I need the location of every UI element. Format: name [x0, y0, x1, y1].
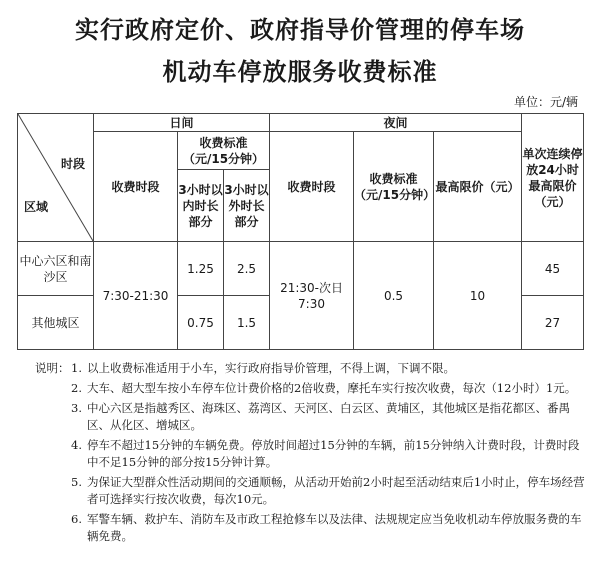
corner-cell	[18, 114, 94, 242]
note-text: 停车不超过15分钟的车辆免费。停放时间超过15分钟的车辆，前15分钟纳入计费时段，计费时段中不足15分钟的部分按15分钟计算。	[87, 438, 580, 469]
note-text: 以上收费标准适用于小车，实行政府指导价管理，不得上调，下调不限。	[87, 361, 455, 375]
day-time-header: 收费时段	[94, 132, 178, 242]
note-text: 军警车辆、救护车、消防车及市政工程抢修车以及法律、法规规定应当免收机动车停放服务费的车辆免费。	[87, 512, 582, 543]
notes-label: 说明：	[35, 361, 70, 375]
night-header: 夜间	[270, 114, 522, 132]
region-other: 其他城区	[18, 296, 94, 350]
note-item	[35, 360, 585, 377]
page-title-line2: 机动车停放服务收费标准	[162, 57, 438, 86]
night-time-header: 收费时段	[270, 132, 354, 242]
unit-label: 单位：元/辆	[513, 95, 578, 109]
note-item	[35, 474, 585, 508]
note-item	[35, 380, 585, 397]
note-number: 6.	[71, 512, 82, 526]
note-number: 1.	[71, 361, 82, 375]
night-standard-value: 0.5	[354, 242, 434, 350]
page-title-line1: 实行政府定价、政府指导价管理的停车场	[75, 15, 525, 44]
day-standard-header: 收费标准（元/15分钟）	[178, 132, 270, 170]
note-number: 2.	[71, 381, 82, 395]
note-item	[35, 437, 585, 471]
corner-region-label: 区域	[24, 200, 49, 214]
note-text: 为保证大型群众性活动期间的交通顺畅，从活动开始前2小时起至活动结束后1小时止，停车场经营者可选择实行按次收费，每次10元。	[87, 475, 585, 506]
note-number: 4.	[71, 438, 82, 452]
night-cap-value: 10	[434, 242, 522, 350]
day-beyond-3h-header: 3小时以外时长部分	[224, 170, 270, 242]
night-time-value: 21:30-次日7:30	[270, 242, 354, 350]
night-cap-header: 最高限价（元）	[434, 132, 522, 242]
night-standard-header: 收费标准（元/15分钟）	[354, 132, 434, 242]
note-number: 3.	[71, 401, 82, 415]
corner-diagonal	[18, 114, 93, 241]
central-max24-value: 45	[522, 242, 584, 296]
max24-header: 单次连续停放24小时最高限价（元）	[522, 114, 584, 242]
note-text: 中心六区是指越秀区、海珠区、荔湾区、天河区、白云区、黄埔区，其他城区是指花都区、番禺区、从化区、增城区。	[87, 401, 570, 432]
fee-table	[17, 113, 584, 350]
note-item	[35, 400, 585, 434]
other-max24-value: 27	[522, 296, 584, 350]
other-beyond-value: 1.5	[224, 296, 270, 350]
day-time-value: 7:30-21:30	[94, 242, 178, 350]
day-header: 日间	[94, 114, 270, 132]
other-within-value: 0.75	[178, 296, 224, 350]
day-within-3h-header: 3小时以内时长部分	[178, 170, 224, 242]
note-text: 大车、超大型车按小车停车位计费价格的2倍收费，摩托车实行按次收费，每次（12小时）1元。	[87, 381, 577, 395]
region-central: 中心六区和南沙区	[18, 242, 94, 296]
central-within-value: 1.25	[178, 242, 224, 296]
notes-section	[35, 360, 585, 548]
central-beyond-value: 2.5	[224, 242, 270, 296]
note-item	[35, 511, 585, 545]
note-number: 5.	[71, 475, 82, 489]
corner-period-label: 时段	[60, 157, 85, 171]
